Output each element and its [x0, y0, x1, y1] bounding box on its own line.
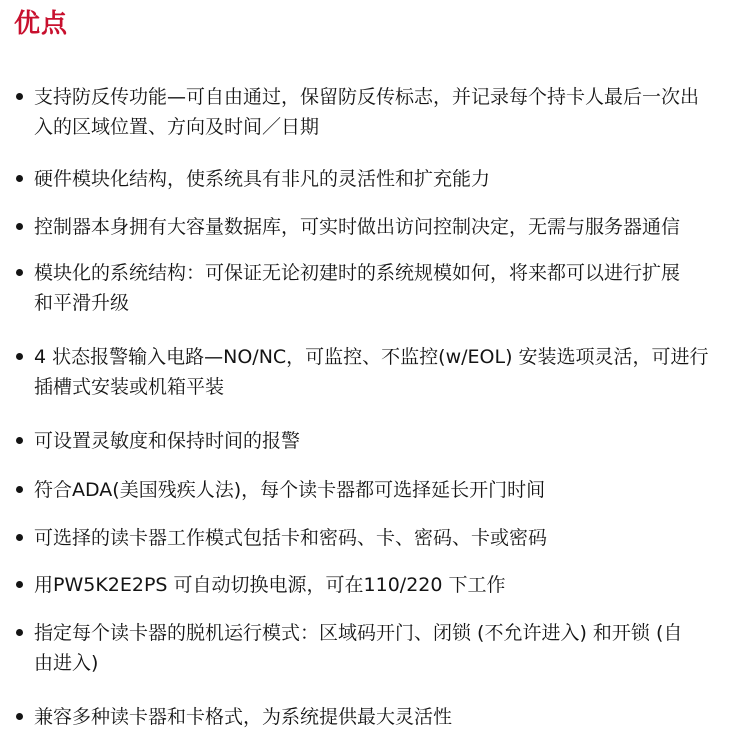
list-item-text: 指定每个读卡器的脱机运行模式：区域码开门、闭锁 (不允许进入) 和开锁 (自 由进入): [34, 622, 683, 674]
bullet-icon: [16, 437, 23, 444]
list-item-text: 可选择的读卡器工作模式包括卡和密码、卡、密码、卡或密码: [34, 527, 548, 549]
bullet-icon: [16, 353, 23, 360]
list-item-text: 模块化的系统结构：可保证无论初建时的系统规模如何，将来都可以进行扩展 和平滑升级: [34, 262, 681, 314]
list-item-text: 符合ADA(美国残疾人法)，每个读卡器都可选择延长开门时间: [34, 479, 546, 501]
list-item-text: 用PW5K2E2PS 可自动切换电源，可在110/220 下工作: [34, 574, 506, 596]
list-item-text: 可设置灵敏度和保持时间的报警: [34, 430, 301, 452]
list-item-text: 控制器本身拥有大容量数据库，可实时做出访问控制决定，无需与服务器通信: [34, 216, 681, 238]
bullet-icon: [16, 581, 23, 588]
list-item-text: 支持防反传功能—可自由通过，保留防反传标志，并记录每个持卡人最后一次出 入的区域位置、方向及时间／日期: [34, 86, 700, 138]
bullet-icon: [16, 93, 23, 100]
section-heading: 优点: [14, 9, 69, 39]
bullet-icon: [16, 269, 23, 276]
bullet-icon: [16, 713, 23, 720]
bullet-icon: [16, 486, 23, 493]
bullet-icon: [16, 175, 23, 182]
list-item-text: 硬件模块化结构，使系统具有非凡的灵活性和扩充能力: [34, 168, 491, 190]
bullet-icon: [16, 534, 23, 541]
list-item-text: 4 状态报警输入电路—NO/NC，可监控、不监控(w/EOL) 安装选项灵活，可进行 插槽式安装或机箱平装: [34, 346, 709, 398]
bullet-icon: [16, 223, 23, 230]
list-item-text: 兼容多种读卡器和卡格式，为系统提供最大灵活性: [34, 706, 453, 728]
bullet-icon: [16, 629, 23, 636]
